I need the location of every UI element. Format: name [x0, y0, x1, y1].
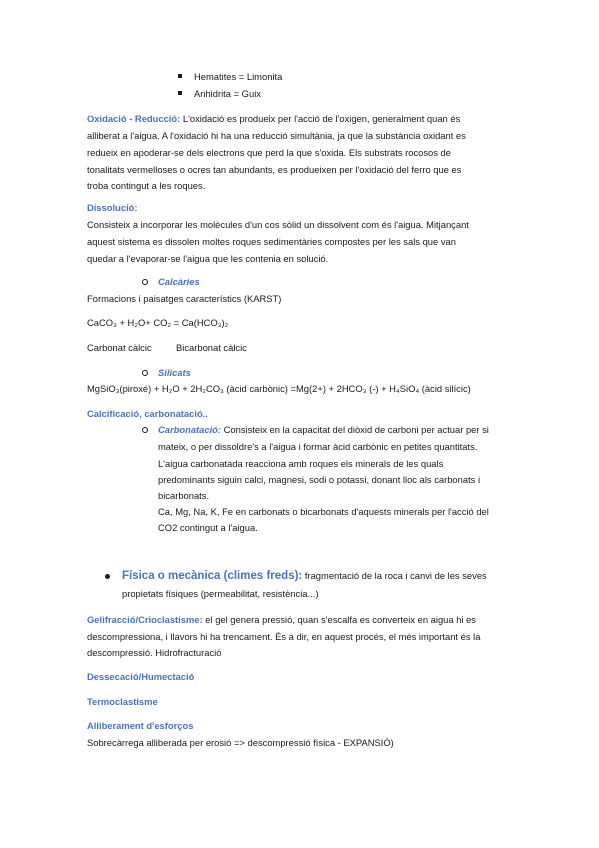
bullet-circle-icon — [142, 427, 148, 433]
list-item: Anhidrita = Guix — [194, 88, 261, 99]
oxidacio-line: troba contingut a les roques. — [87, 180, 206, 191]
gelifraccio-line — [87, 611, 476, 628]
oxidacio-line: L'oxidació es produeix per l'acció de l'oxigen, generalment quan és — [180, 113, 461, 124]
calcaries-description: Formacions i paisatges característics (KARST) — [87, 293, 282, 304]
termoclastisme-heading: Termoclastisme — [87, 696, 158, 707]
carbonatacio-label: Carbonatació: — [158, 424, 222, 435]
gelifraccio-heading: Gelifracció/Crioclastisme: — [87, 614, 203, 625]
carbonatacio-line: mateix, o per dissoldre's a l'aigua i formar àcid carbònic en petites quantitats. — [158, 441, 478, 452]
fisica-line: propietats físiques (permeabilitat, resistència...) — [122, 588, 319, 599]
carbonatacio-line: CO2 contingut a l'aigua. — [158, 522, 258, 533]
gelifraccio-text: el gel genera pressió, quan s'escalfa es converteix en aigua hi es — [202, 614, 476, 625]
fisica-text: fragmentació de la roca i canvi de les seves — [302, 570, 487, 581]
calcaries-label: Calcàries — [158, 276, 200, 287]
bullet-circle-icon — [142, 279, 148, 285]
carbonatacio-text: Consisteix en la capacitat del diòxid de carboni per actuar per si — [221, 424, 489, 435]
carbonatacio-line: L'aigua carbonatada reacciona amb roques els minerals de les quals — [158, 458, 444, 469]
dissolucio-line: aquest sistema es dissolen moltes roques sedimentàries compostes per les sals que van — [87, 236, 456, 247]
oxidacio-line: redueix en apoderar-se dels electrons que perd la que s'oxida. Els substrats rocosos de — [87, 147, 451, 158]
dissolucio-line: Consisteix a incorporar les molècules d'un cos sòlid un dissolvent com és l'aigua. Mitjançant — [87, 219, 469, 230]
carbonatacio-line — [158, 421, 489, 438]
carbonatacio-line: Ca, Mg, Na, K, Fe en carbonats o bicarbonats d'aquests minerals per l'acció del — [158, 506, 489, 517]
bullet-square-icon — [178, 74, 182, 78]
calcaries-equation: CaCO₃ + H₂O+ CO₂ = Ca(HCO₃)₂ — [87, 317, 229, 328]
gelifraccio-line: descompressiona, i llavors hi ha trencament. És a dir, en aquest procés, el més important és la — [87, 631, 481, 642]
calcaries-name: Bicarbonat càlcic — [176, 342, 247, 353]
calcaries-name: Carbonat càlcic — [87, 342, 152, 353]
list-item: Hematites = Limonita — [194, 71, 283, 82]
calcificacio-heading: Calcificació, carbonatació.. — [87, 408, 208, 419]
dissolucio-heading: Dissolució: — [87, 202, 138, 213]
oxidacio-paragraph — [87, 110, 460, 127]
oxidacio-line: tonalitats vermelloses o ocres tan abundants, es produeixen per l'oxidació del ferro que es — [87, 164, 462, 175]
bullet-circle-icon — [142, 370, 148, 376]
fisica-heading: Física o mecànica (climes freds): — [122, 570, 303, 582]
gelifraccio-line: descompressió. Hidrofracturació — [87, 647, 222, 658]
dessecacio-heading: Dessecació/Humectació — [87, 671, 195, 682]
dissolucio-line: quedar a l'evaporar-se l'aigua que les contenia en solució. — [87, 253, 329, 264]
bullet-dot-icon — [105, 574, 110, 579]
alliberament-heading: Alliberament d'esforços — [87, 720, 194, 731]
oxidacio-line: alliberat a l'aigua. A l'oxidació hi ha una reducció simultània, ja que la substància oxidant es — [87, 130, 466, 141]
fisica-line — [122, 567, 487, 585]
silicats-equation: MgSiO₃(piroxé) + H₂O + 2H₂CO₃ (àcid carbònic) =Mg(2+) + 2HCO₃ (-) + H₄SiO₄ (àcid silícic) — [87, 383, 471, 394]
alliberament-text: Sobrecàrrega alliberada per erosió => descompressió física - EXPANSIÓ) — [87, 737, 394, 748]
carbonatacio-line: predominants siguin calci, magnesi, sodi o potassi, donant lloc als carbonats i — [158, 474, 481, 485]
bullet-square-icon — [178, 91, 182, 95]
oxidacio-heading: Oxidació - Reducció: — [87, 113, 181, 124]
carbonatacio-line: bicarbonats. — [158, 490, 210, 501]
silicats-label: Silicats — [158, 367, 191, 378]
